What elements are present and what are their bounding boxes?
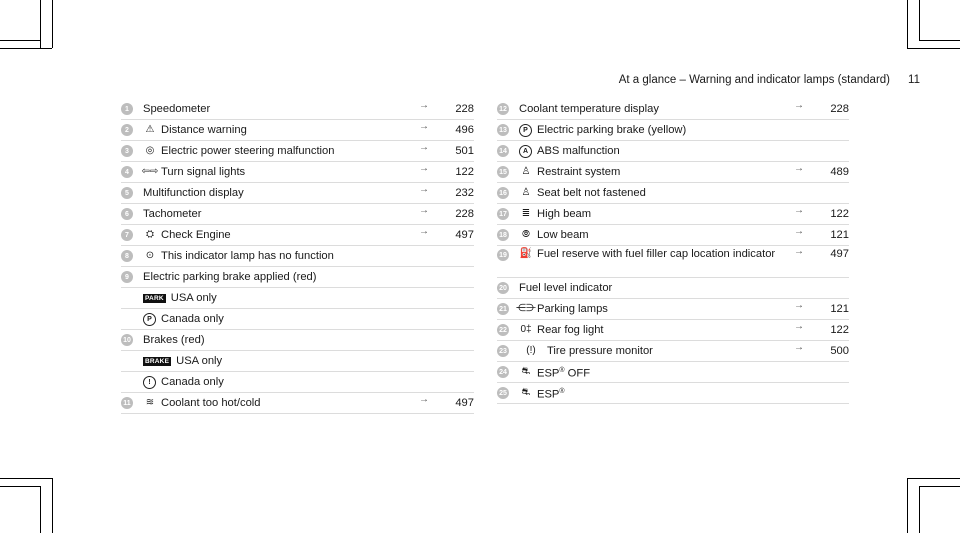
page-reference[interactable]: 496: [455, 124, 474, 136]
item-number-badge: 23: [497, 345, 509, 357]
crop-mark: [40, 486, 41, 533]
page-reference-arrow: →: [794, 100, 804, 111]
turn-signal-icon: ⇦⇨: [141, 166, 159, 177]
page-reference[interactable]: 228: [455, 208, 474, 220]
low-beam-icon: ⦾: [522, 229, 530, 240]
crop-mark: [919, 0, 920, 40]
no-function-icon: ⊙: [145, 250, 155, 261]
page-reference[interactable]: 122: [455, 166, 474, 178]
list-item: [121, 309, 474, 330]
item-label: Seat belt not fastened: [537, 187, 646, 199]
item-number-badge: 11: [121, 397, 133, 409]
restraint-icon: ♙: [521, 166, 531, 177]
item-label: Multifunction display: [143, 187, 244, 199]
right-indicator-list: [497, 99, 849, 404]
list-item: [121, 183, 474, 204]
page-reference[interactable]: 228: [830, 103, 849, 115]
crop-mark: [52, 478, 53, 533]
item-label: Tachometer: [143, 208, 202, 220]
page-reference-arrow: →: [419, 163, 429, 174]
page-reference[interactable]: 497: [455, 229, 474, 241]
list-item: [497, 183, 849, 204]
seat-belt-icon: ♙: [521, 187, 531, 198]
item-label: Brakes (red): [143, 334, 205, 346]
page-reference-arrow: →: [794, 300, 804, 311]
item-number-badge: 16: [497, 187, 509, 199]
item-description: [143, 334, 474, 346]
crop-mark: [919, 486, 960, 487]
item-description: [519, 187, 849, 199]
item-number-badge: 12: [497, 103, 509, 115]
item-label: Rear fog light: [537, 324, 604, 336]
item-description: [143, 271, 474, 283]
item-label: USA only: [170, 292, 217, 304]
item-number-badge: 7: [121, 229, 133, 241]
page-header-title: At a glance – Warning and indicator lamps (standard): [618, 74, 890, 86]
page-reference[interactable]: 228: [455, 103, 474, 115]
item-label: High beam: [537, 208, 592, 220]
item-label: ESP® OFF: [537, 366, 591, 380]
crop-mark: [907, 478, 960, 479]
coolant-icon: ≋: [145, 397, 155, 408]
left-indicator-list: [121, 99, 474, 414]
item-number-badge: 20: [497, 282, 509, 294]
distance-warning-icon: ⚠: [145, 124, 155, 135]
item-number-badge: 4: [121, 166, 133, 178]
item-label: Distance warning: [161, 124, 247, 136]
item-number-badge: 6: [121, 208, 133, 220]
page-reference-arrow: →: [419, 394, 429, 405]
item-label: Coolant too hot/cold: [161, 397, 261, 409]
list-item: [121, 141, 474, 162]
item-description: [519, 145, 849, 158]
item-label: Turn signal lights: [161, 166, 246, 178]
list-item: [121, 330, 474, 351]
page-reference[interactable]: 121: [830, 229, 849, 241]
page-reference[interactable]: 232: [455, 187, 474, 199]
list-item: [121, 120, 474, 141]
item-number-badge: 1: [121, 103, 133, 115]
item-label: Speedometer: [143, 103, 211, 115]
page-reference[interactable]: 122: [830, 324, 849, 336]
list-item: [121, 288, 474, 309]
item-label: Coolant temperature display: [519, 103, 659, 115]
item-number-badge: 10: [121, 334, 133, 346]
item-number-badge: 21: [497, 303, 509, 315]
item-label: ESP®: [537, 387, 565, 401]
item-label: Parking lamps: [537, 303, 608, 315]
page-header: [560, 72, 920, 88]
crop-mark: [907, 478, 908, 533]
page-reference-arrow: →: [419, 205, 429, 216]
item-number-badge: 25: [497, 387, 509, 399]
list-item: [497, 99, 849, 120]
list-item: [497, 204, 849, 225]
list-item: [121, 204, 474, 225]
item-label: This indicator lamp has no function: [161, 250, 334, 262]
crop-mark: [907, 0, 908, 48]
list-item: [497, 141, 849, 162]
item-number-badge: 24: [497, 366, 509, 378]
esp-off-icon: ⛐: [521, 365, 531, 377]
page-reference[interactable]: 121: [830, 303, 849, 315]
item-label: Tire pressure monitor: [547, 345, 653, 357]
item-label: Canada only: [161, 376, 224, 388]
list-item: [121, 246, 474, 267]
item-number-badge: 22: [497, 324, 509, 336]
list-item: [497, 120, 849, 141]
list-item: [497, 362, 849, 383]
crop-mark: [0, 478, 52, 479]
item-number-badge: 18: [497, 229, 509, 241]
crop-mark: [0, 40, 40, 41]
parking-p-icon: P: [143, 313, 156, 326]
list-item: [121, 99, 474, 120]
item-label: ABS malfunction: [537, 145, 620, 157]
abs-icon: A: [519, 145, 532, 158]
fuel-icon: ⛽: [519, 248, 533, 259]
list-item: [497, 246, 849, 278]
item-label: Canada only: [161, 313, 224, 325]
item-description: [519, 365, 849, 380]
page-reference-arrow: →: [419, 184, 429, 195]
check-engine-icon: ⛭: [146, 229, 154, 240]
tire-pressure-icon: (!): [526, 345, 536, 356]
item-description: [519, 282, 849, 294]
crop-mark: [0, 48, 52, 49]
item-label: Fuel level indicator: [519, 282, 613, 294]
page-reference[interactable]: 497: [455, 397, 474, 409]
page-reference[interactable]: 500: [830, 345, 849, 357]
high-beam-icon: ≣: [521, 208, 531, 219]
crop-mark: [40, 0, 41, 48]
item-label: Low beam: [537, 229, 589, 241]
page-reference-arrow: →: [794, 226, 804, 237]
item-number-badge: 3: [121, 145, 133, 157]
list-item: [497, 278, 849, 299]
list-item: [121, 393, 474, 414]
rear-fog-icon: 0‡: [520, 324, 532, 335]
brake-icon: BRAKE: [145, 357, 170, 365]
list-item: [497, 299, 849, 320]
item-description: [121, 355, 474, 367]
list-item: [121, 225, 474, 246]
page-reference-arrow: →: [794, 246, 804, 257]
item-description: [121, 376, 474, 389]
item-number-badge: 14: [497, 145, 509, 157]
page-reference-arrow: →: [794, 342, 804, 353]
page-reference-arrow: →: [419, 142, 429, 153]
item-description: [121, 313, 474, 326]
page-reference-arrow: →: [419, 226, 429, 237]
list-item: [497, 162, 849, 183]
item-label: Restraint system: [537, 166, 621, 178]
crop-mark: [907, 48, 960, 49]
crop-mark: [919, 40, 960, 41]
crop-mark: [919, 486, 920, 533]
list-item: [497, 320, 849, 341]
item-number-badge: 5: [121, 187, 133, 199]
page-number: 11: [908, 74, 920, 86]
page-reference[interactable]: 501: [455, 145, 474, 157]
list-item: [121, 372, 474, 393]
list-item: [497, 341, 849, 362]
item-description: [143, 250, 474, 262]
item-number-badge: 8: [121, 250, 133, 262]
parking-lamps-icon: ⋲⋺: [516, 303, 536, 314]
crop-mark: [0, 486, 40, 487]
list-item: [121, 351, 474, 372]
item-label: Fuel reserve with fuel filler cap location indicator: [537, 248, 776, 260]
item-number-badge: 13: [497, 124, 509, 136]
item-description: [121, 292, 474, 304]
steering-malfunction-icon: ◎: [145, 145, 155, 156]
item-number-badge: 19: [497, 249, 509, 261]
item-label: Check Engine: [161, 229, 231, 241]
park-icon: PARK: [145, 294, 164, 302]
page-reference-arrow: →: [419, 100, 429, 111]
parking-brake-icon: P: [519, 124, 532, 137]
list-item: [121, 267, 474, 288]
page-reference-arrow: →: [794, 321, 804, 332]
list-item: [497, 225, 849, 246]
crop-mark: [52, 0, 53, 48]
item-number-badge: 2: [121, 124, 133, 136]
page-reference[interactable]: 122: [830, 208, 849, 220]
item-label: Electric power steering malfunction: [161, 145, 335, 157]
item-label: USA only: [176, 355, 223, 367]
item-label: Electric parking brake applied (red): [143, 271, 317, 283]
list-item: [497, 383, 849, 404]
item-number-badge: 17: [497, 208, 509, 220]
page-reference-arrow: →: [794, 163, 804, 174]
page-reference[interactable]: 489: [830, 166, 849, 178]
item-number-badge: 15: [497, 166, 509, 178]
brake-circle-icon: !: [143, 376, 156, 389]
page-reference[interactable]: 497: [830, 248, 849, 260]
item-description: [519, 386, 849, 401]
item-number-badge: 9: [121, 271, 133, 283]
page-reference-arrow: →: [794, 205, 804, 216]
esp-icon: ⛐: [521, 386, 531, 398]
item-description: [519, 124, 849, 137]
page-reference-arrow: →: [419, 121, 429, 132]
item-label: Electric parking brake (yellow): [537, 124, 687, 136]
list-item: [121, 162, 474, 183]
